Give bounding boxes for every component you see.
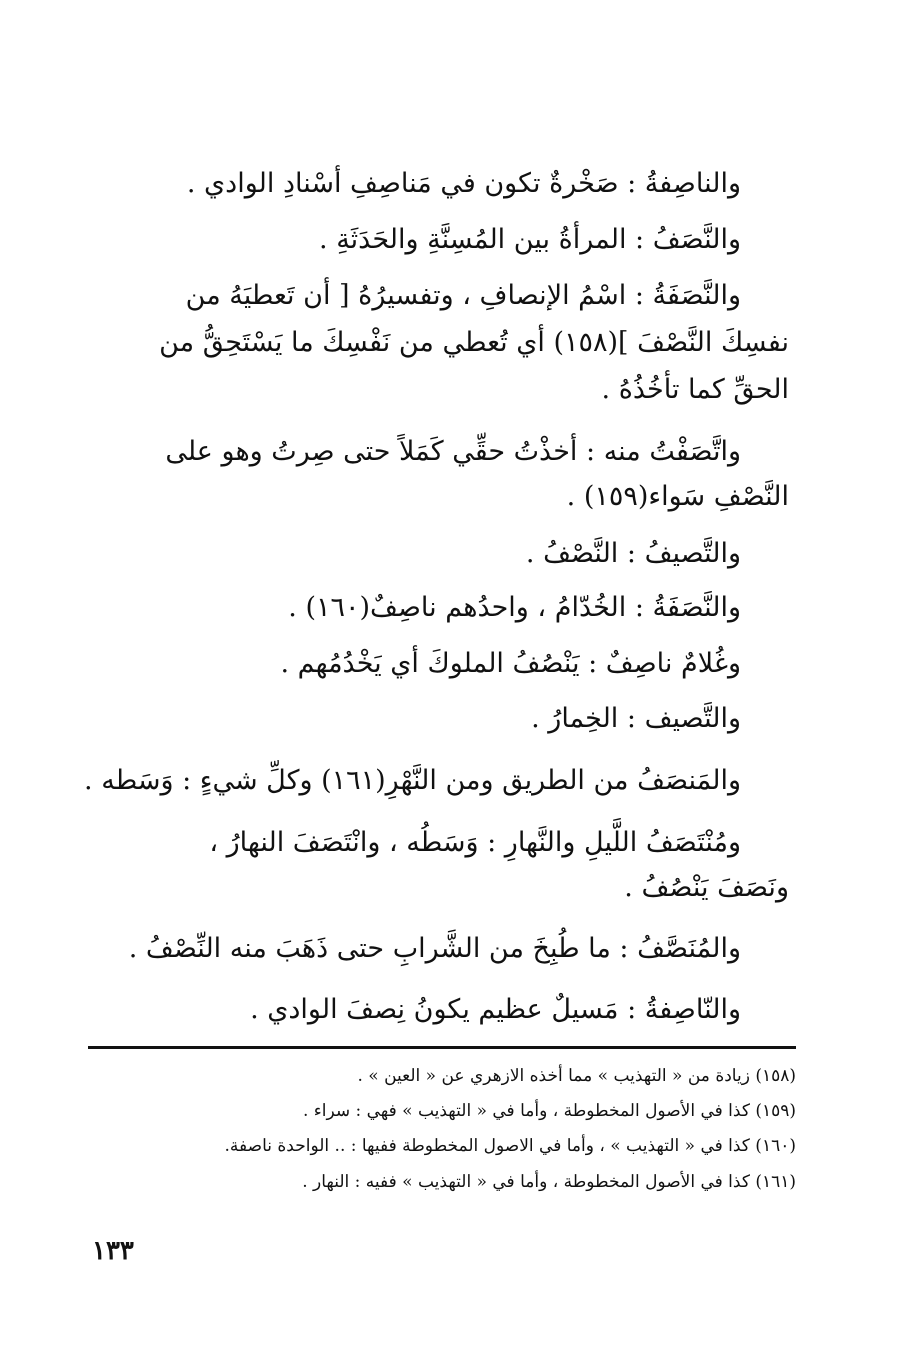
text-line: والمُنَصَّفُ : ما طُبِخَ من الشَّرابِ حتى ذَهَبَ منه النِّصْفُ . xyxy=(128,933,741,964)
text-line: النَّصْفِ سَواء(١٥٩) . xyxy=(566,481,789,512)
footnote: (١٥٩) كذا في الأصول المخطوطة ، وأما في « التهذيب » فهي : سراء . xyxy=(302,1101,796,1121)
text-line: والمَنصَفُ من الطريق ومن النَّهْرِ(١٦١) وكلِّ شيءٍ : وَسَطه . xyxy=(84,765,741,796)
text-line: ونَصَفَ يَنْصُفُ . xyxy=(624,872,789,903)
text-line: والنَّصَفَةُ : اسْمُ الإنصافِ ، وتفسيرُهُ [ أن تَعطيَهُ من xyxy=(185,280,741,311)
text-line: والناصِفةُ : صَخْرةٌ تكون في مَناصِفِ أسْنادِ الوادي . xyxy=(186,168,741,199)
footnote: (١٦٠) كذا في « التهذيب » ، وأما في الاصول المخطوطة ففيها : .. الواحدة ناصفة. xyxy=(224,1136,796,1156)
text-line: والنّاصِفةُ : مَسيلٌ عظيم يكونُ نِصفَ الوادي . xyxy=(250,994,741,1025)
text-line: وغُلامٌ ناصِفٌ : يَنْصُفُ الملوكَ أي يَخْدُمُهم . xyxy=(280,648,741,679)
page-number: ١٣٣ xyxy=(92,1236,134,1266)
text-line: والنَّصَفُ : المرأةُ بين المُسِنَّةِ والحَدَثَةِ . xyxy=(319,224,741,255)
footnote: (١٥٨) زيادة من « التهذيب » مما أخذه الازهري عن « العين » . xyxy=(357,1066,796,1086)
text-line: والتَّصيفُ : النَّصْفُ . xyxy=(525,538,741,569)
text-line: والنَّصَفَةُ : الخُدّامُ ، واحدُهم ناصِفٌ(١٦٠) . xyxy=(288,592,741,623)
text-line: واتَّصَفْتُ منه : أخذْتُ حقِّي كَمَلاً حتى صِرتُ وهو على xyxy=(165,436,741,467)
text-line: نفسِكَ النَّصْفَ ](١٥٨) أي تُعطي من نَفْسِكَ ما يَسْتَحِقُّ من xyxy=(159,327,789,358)
text-line: ومُنْتَصَفُ اللَّيلِ والنَّهارِ : وَسَطُه ، وانْتَصَفَ النهارُ ، xyxy=(209,827,741,858)
footnote-divider xyxy=(88,1046,796,1049)
text-line: الحقِّ كما تأخُذُهُ . xyxy=(601,374,789,405)
text-line: والتَّصيف : الخِمارُ . xyxy=(531,703,741,734)
footnote: (١٦١) كذا في الأصول المخطوطة ، وأما في « التهذيب » ففيه : النهار . xyxy=(302,1172,796,1192)
